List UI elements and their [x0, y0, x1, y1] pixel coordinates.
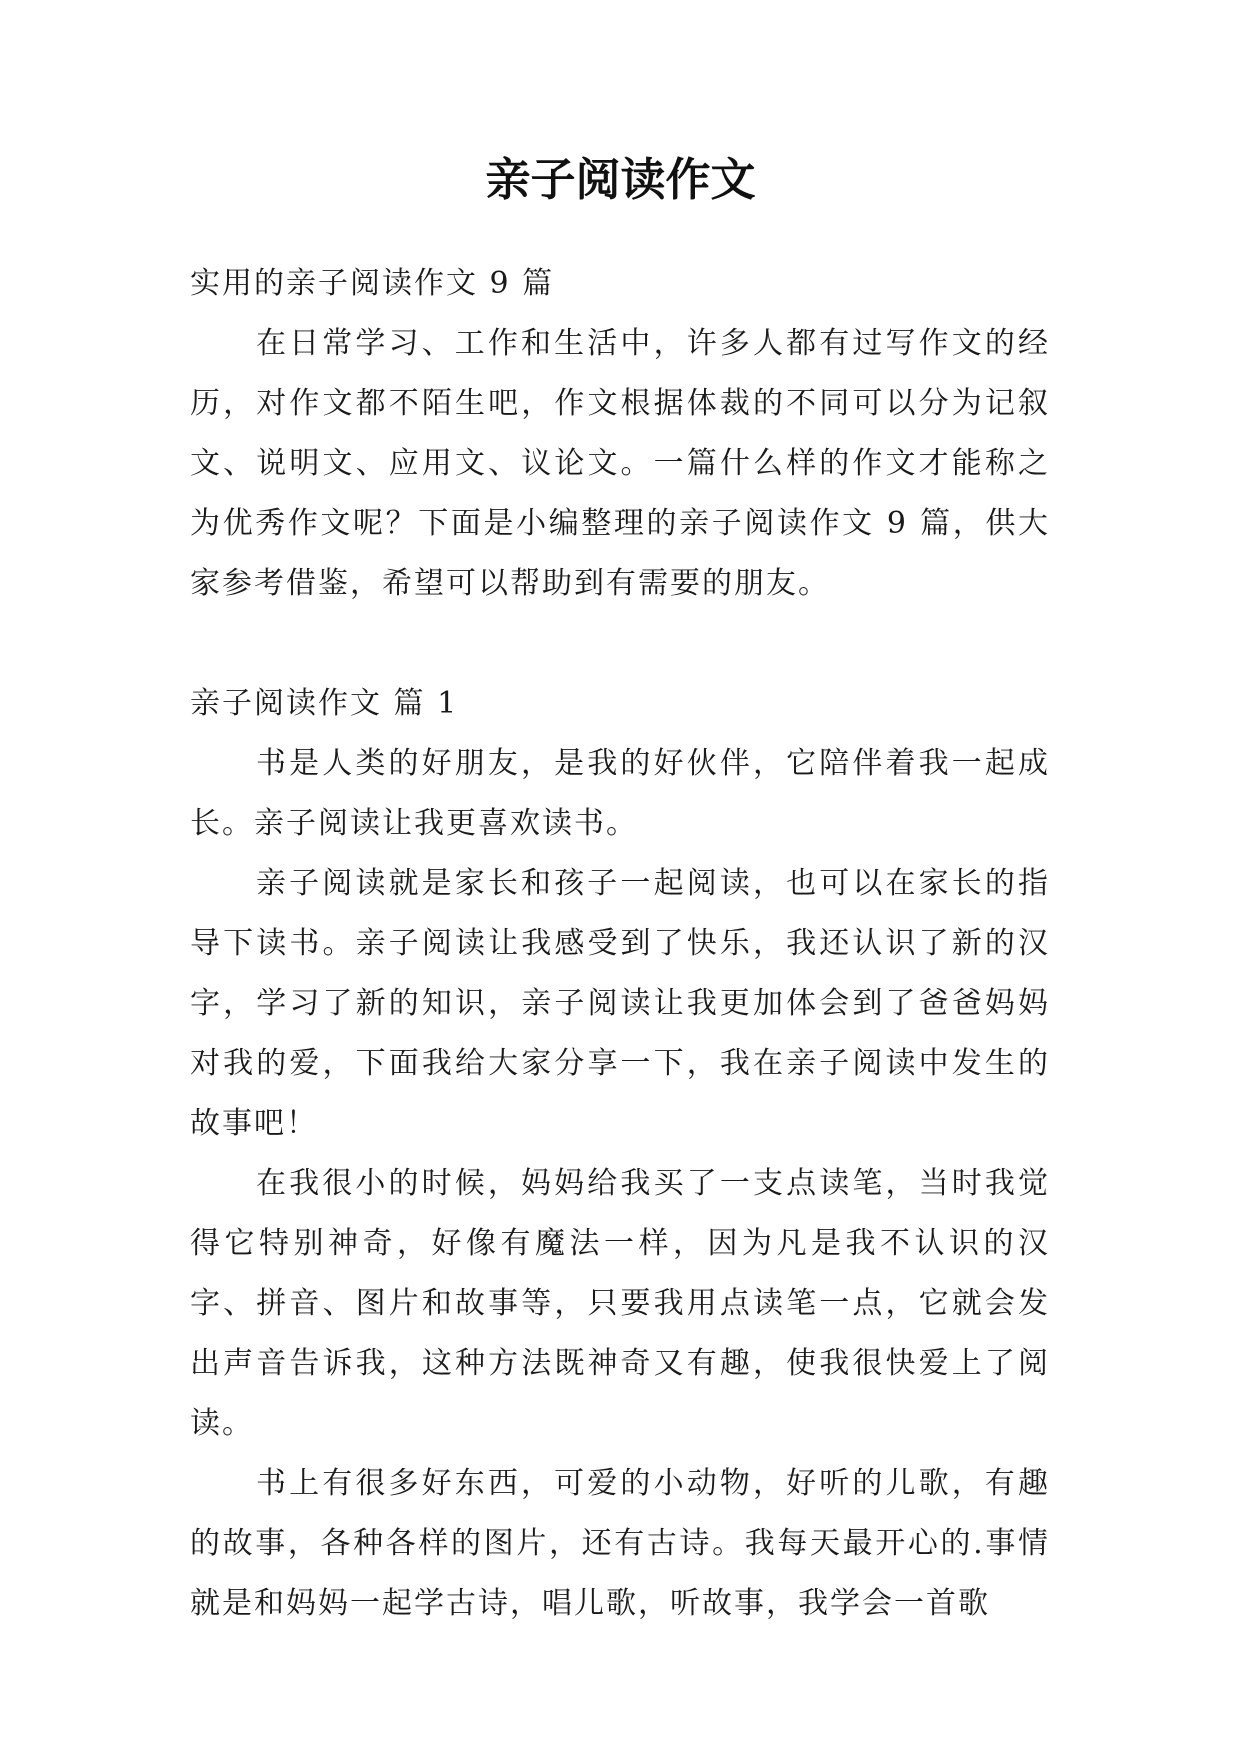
body-paragraph: 在我很小的时候，妈妈给我买了一支点读笔，当时我觉得它特别神奇，好像有魔法一样，因为凡是我不认识的汉字、拼音、图片和故事等，只要我用点读笔一点，它就会发出声音告诉我，这种方法既神奇又有趣，使我很快爱上了阅读。: [190, 1166, 1050, 1441]
document-subtitle: 实用的亲子阅读作文 9 篇: [190, 266, 555, 301]
section-heading: 亲子阅读作文 篇 1: [190, 686, 459, 721]
document-body: [190, 254, 1050, 1634]
body-paragraph: 书是人类的好朋友，是我的好伙伴，它陪伴着我一起成长。亲子阅读让我更喜欢读书。: [190, 746, 1050, 841]
body-paragraph: 书上有很多好东西，可爱的小动物，好听的儿歌，有趣的故事，各种各样的图片，还有古诗。我每天最开心的.事情就是和妈妈一起学古诗，唱儿歌，听故事，我学会一首歌: [190, 1466, 1050, 1621]
body-paragraph: 亲子阅读就是家长和孩子一起阅读，也可以在家长的指导下读书。亲子阅读让我感受到了快乐，我还认识了新的汉字，学习了新的知识，亲子阅读让我更加体会到了爸爸妈妈对我的爱，下面我给大家分享一下，我在亲子阅读中发生的故事吧！: [190, 866, 1050, 1141]
document-title: 亲子阅读作文: [485, 153, 756, 206]
intro-paragraph: 在日常学习、工作和生活中，许多人都有过写作文的经历，对作文都不陌生吧，作文根据体裁的不同可以分为记叙文、说明文、应用文、议论文。一篇什么样的作文才能称之为优秀作文呢？下面是小编整理的亲子阅读作文 9 篇，供大家参考借鉴，希望可以帮助到有需要的朋友。: [190, 326, 1050, 601]
section-spacer: [190, 614, 1050, 674]
